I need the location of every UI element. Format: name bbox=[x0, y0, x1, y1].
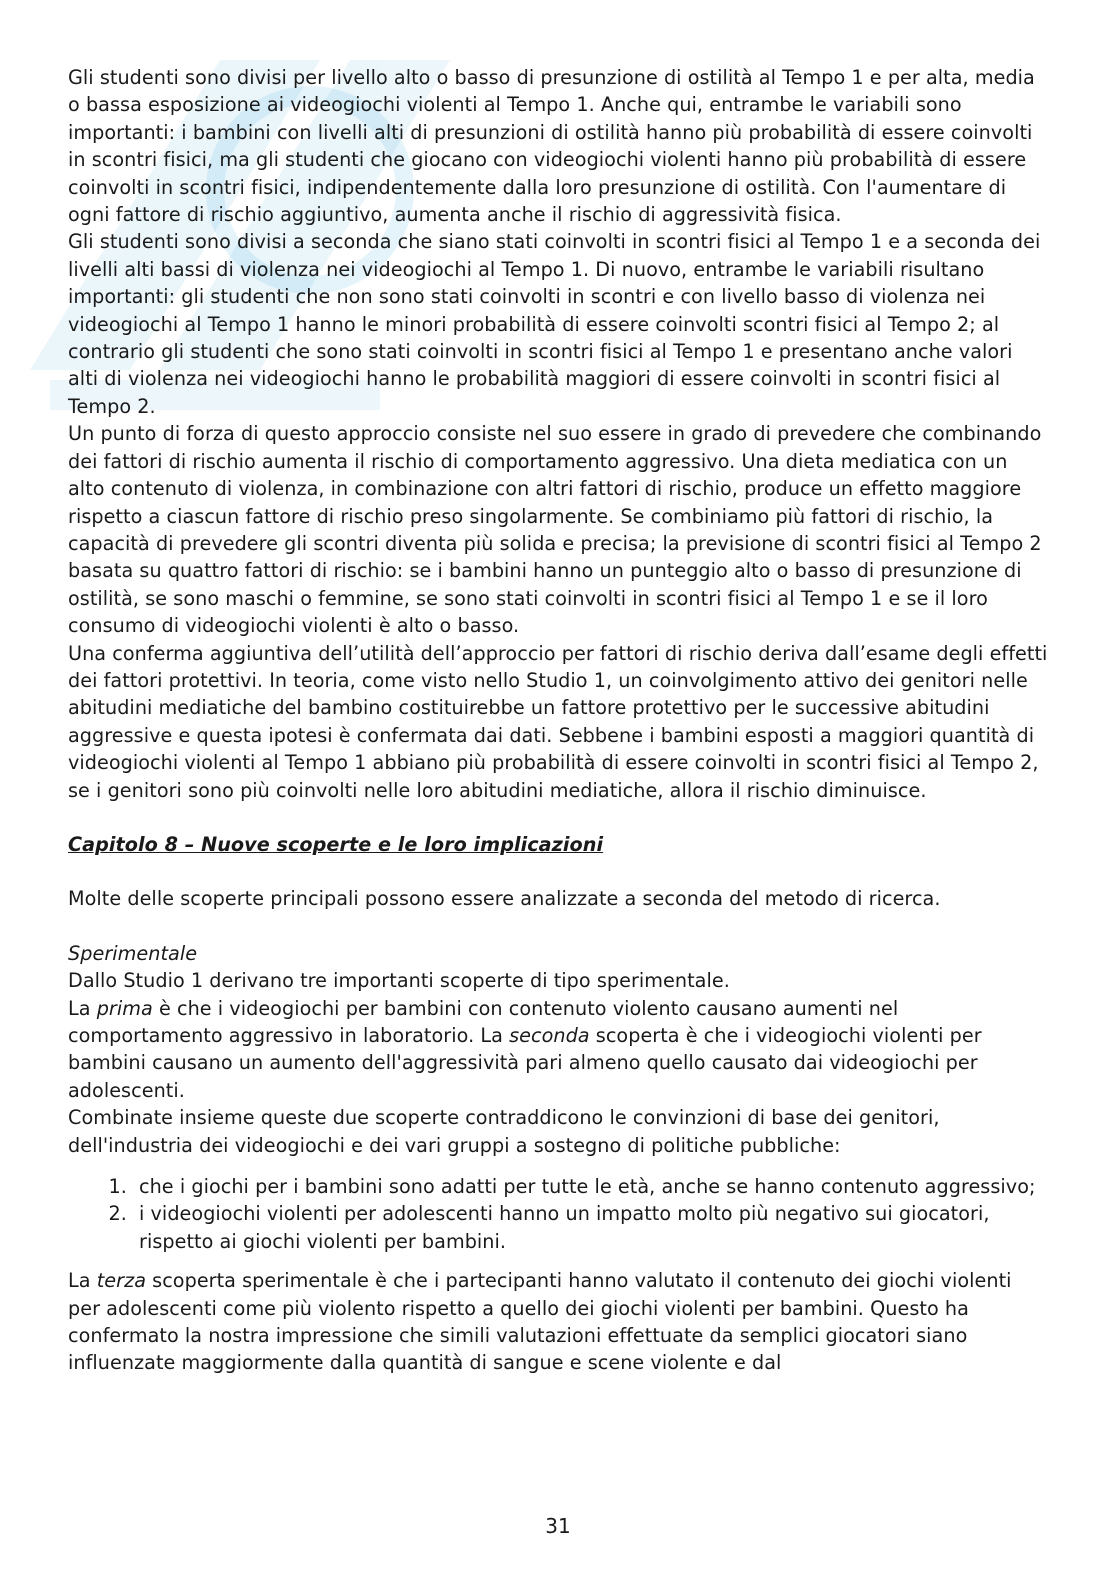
paragraph-third: La terza scoperta sperimentale è che i partecipanti hanno valutato il contenuto dei giochi violenti per adolescenti come più violento rispetto a quello dei giochi violenti per bambini. Questo ha confermato la nostra impressione che simili valutazioni effettuate da semplici giocatori siano influenzate maggiormente dalla quantità di sangue e scene violente e dal bbox=[68, 1269, 1012, 1375]
page-number: 31 bbox=[545, 1514, 571, 1538]
list-item: 2. i videogiochi violenti per adolescenti hanno un impatto molto più negativo sui giocatori, rispetto ai giochi violenti per bambini. bbox=[133, 1200, 1048, 1255]
paragraph-findings: La prima è che i videogiochi per bambini con contenuto violento causano aumenti nel comportamento aggressivo in laboratorio. La seconda scoperta è che i videogiochi violenti per bambini causano un aumento dell'aggressività pari almeno quello causato dai videogiochi per adolescenti. bbox=[68, 996, 982, 1102]
list-item: 1. che i giochi per i bambini sono adatti per tutte le età, anche se hanno contenuto aggressivo; bbox=[133, 1173, 1048, 1200]
paragraph-intro: Molte delle scoperte principali possono essere analizzate a seconda del metodo di ricerca. bbox=[68, 887, 941, 911]
document-page bbox=[68, 64, 1048, 1377]
paragraph-combined: Combinate insieme queste due scoperte contraddicono le convinzioni di base dei genitori, dell'industria dei videogiochi e dei vari gruppi a sostegno di politiche pubbliche: bbox=[68, 1106, 940, 1157]
paragraph-strength: Un punto di forza di questo approccio consiste nel suo essere in grado di prevedere che combinando dei fattori di rischio aumenta il rischio di comportamento aggressivo. Una dieta mediatica con un alto contenuto di violenza, in combinazione con altri fattori di rischio, produce un effetto maggiore rispetto a ciascun fattore di rischio preso singolarmente. Se combiniamo più fattori di rischio, la capacità di prevedere gli scontri diventa più solida e precisa; la previsione di scontri fisici al Tempo 2 basata su quattro fattori di rischio: se i bambini hanno un punteggio alto o basso di presunzione di ostilità, se sono maschi o femmine, se sono stati coinvolti in scontri fisici al Tempo 1 e se il loro consumo di videogiochi violenti è alto o basso. bbox=[68, 422, 1042, 638]
findings-list bbox=[68, 1173, 1048, 1255]
paragraph-risk-hostility: Gli studenti sono divisi per livello alto o basso di presunzione di ostilità al Tempo 1 e per alta, media o bassa esposizione ai videogiochi violenti al Tempo 1. Anche qui, entrambe le variabili sono importanti: i bambini con livelli alti di presunzioni di ostilità hanno più probabilità di essere coinvolti in scontri fisici, ma gli studenti che giocano con videogiochi violenti hanno più probabilità di essere coinvolti in scontri fisici, indipendentemente dalla loro presunzione di ostilità. Con l'aumentare di ogni fattore di rischio aggiuntivo, aumenta anche il rischio di aggressività fisica. bbox=[68, 66, 1035, 227]
paragraph-risk-fights: Gli studenti sono divisi a seconda che siano stati coinvolti in scontri fisici al Tempo 1 e a seconda dei livelli alti bassi di violenza nei videogiochi al Tempo 1. Di nuovo, entrambe le variabili risultano importanti: gli studenti che non sono stati coinvolti in scontri e con livello basso di violenza nei videogiochi al Tempo 1 hanno le minori probabilità di essere coinvolti scontri fisici al Tempo 2; al contrario gli studenti che sono stati coinvolti in scontri fisici al Tempo 1 e presentano anche valori alti di violenza nei videogiochi hanno le probabilità maggiori di essere coinvolti in scontri fisici al Tempo 2. bbox=[68, 230, 1041, 418]
paragraph-study: Dallo Studio 1 derivano tre importanti scoperte di tipo sperimentale. bbox=[68, 969, 730, 993]
chapter-heading: Capitolo 8 – Nuove scoperte e le loro implicazioni bbox=[68, 832, 604, 856]
section-label: Sperimentale bbox=[68, 941, 198, 965]
paragraph-protective: Una conferma aggiuntiva dell’utilità dell’approccio per fattori di rischio deriva dall’esame degli effetti dei fattori protettivi. In teoria, come visto nello Studio 1, un coinvolgimento attivo dei genitori nelle abitudini mediatiche del bambino costituirebbe un fattore protettivo per le successive abitudini aggressive e questa ipotesi è confermata dai dati. Sebbene i bambini esposti a maggiori quantità di videogiochi violenti al Tempo 1 abbiano più probabilità di essere coinvolti in scontri fisici al Tempo 2, se i genitori sono più coinvolti nelle loro abitudini mediatiche, allora il rischio diminuisce. bbox=[68, 641, 1048, 802]
